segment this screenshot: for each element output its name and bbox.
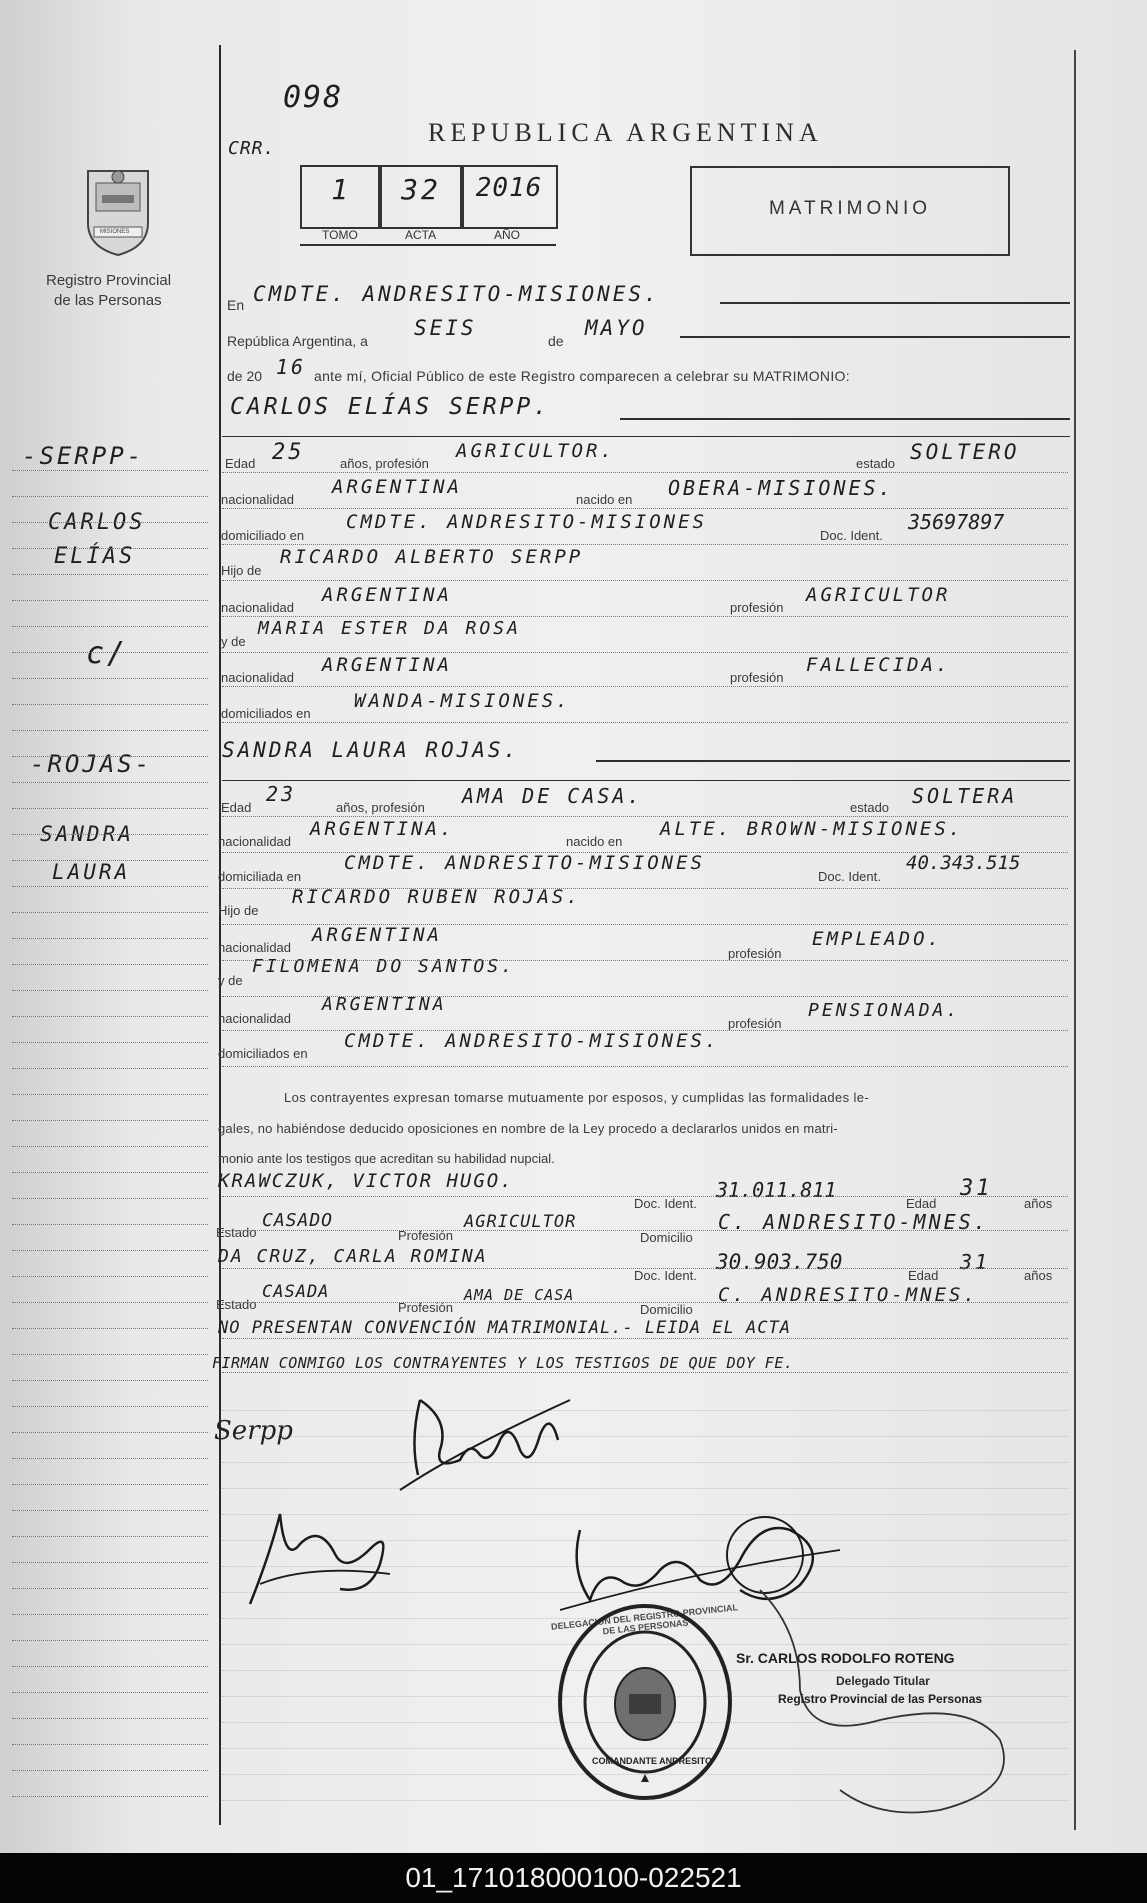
margin-rule-line xyxy=(12,1172,208,1173)
margin-rule-line xyxy=(12,678,208,679)
body-rule-line xyxy=(222,544,1068,545)
margin-rule-line xyxy=(12,1198,208,1199)
margin-rule-line xyxy=(12,1094,208,1095)
groom-nacido-label: nacido en xyxy=(576,492,633,507)
margin-rule-line xyxy=(12,1744,208,1745)
witness1-estado: CASADO xyxy=(262,1210,334,1231)
body-rule-line xyxy=(222,1302,1068,1303)
body-rule-line xyxy=(222,1488,1068,1489)
groom-profesion: AGRICULTOR. xyxy=(456,440,615,462)
groom-nac-label: nacionalidad xyxy=(221,492,295,507)
groom-domicilio: CMDTE. ANDRESITO-MISIONES xyxy=(346,511,707,533)
margin-rule-line xyxy=(12,1380,208,1381)
rule xyxy=(720,302,1070,304)
margin-rule-line xyxy=(12,1536,208,1537)
margin-rule-line xyxy=(12,1614,208,1615)
seal-caption: MISIONES xyxy=(100,229,130,235)
margin-rule-line xyxy=(12,1718,208,1719)
groom-padres-dom: WANDA-MISIONES. xyxy=(354,690,571,712)
de-label: de xyxy=(548,333,564,349)
year-suffix: 16 xyxy=(276,355,307,379)
bride-estado: SOLTERA xyxy=(912,784,1018,808)
groom-prof-label: años, profesión xyxy=(340,456,429,471)
groom-edad: 25 xyxy=(272,440,305,465)
groom-signature: Serpp xyxy=(214,1416,293,1446)
witness2-name: DA CRUZ, CARLA ROMINA xyxy=(218,1246,488,1267)
groom-name: CARLOS ELÍAS SERPP. xyxy=(230,394,551,420)
en-label: En xyxy=(227,297,245,313)
groom-madre-prof: FALLECIDA. xyxy=(806,654,951,676)
body-rule-line xyxy=(222,888,1068,889)
margin-rule-line xyxy=(12,990,208,991)
crr-mark: CRR. xyxy=(228,138,276,159)
tomo-box xyxy=(300,165,382,229)
bride-nacido: ALTE. BROWN-MISIONES. xyxy=(660,818,964,840)
margin-rule-line xyxy=(12,834,208,835)
body-rule-line xyxy=(222,1436,1068,1437)
groom-padres-dom-label: domiciliados en xyxy=(221,706,311,721)
bride-dom-label: domiciliada en xyxy=(218,869,302,884)
margin-rule-line xyxy=(12,1640,208,1641)
groom-nacido: OBERA-MISIONES. xyxy=(668,476,894,500)
witness1-profesion: AGRICULTOR xyxy=(464,1212,577,1232)
scan-filename-bar xyxy=(0,1853,1147,1903)
margin-rule-line xyxy=(12,600,208,601)
rule xyxy=(620,418,1070,420)
witness2-doc: 30.903.750 xyxy=(716,1250,843,1274)
bride-madre: FILOMENA DO SANTOS. xyxy=(252,956,515,977)
margin-rule-line xyxy=(12,1406,208,1407)
margin-rule-line xyxy=(12,1224,208,1225)
body-rule-line xyxy=(222,686,1068,687)
body-rule-line xyxy=(222,722,1068,723)
bride-prof-label: años, profesión xyxy=(336,800,425,815)
body-rule-line xyxy=(222,1338,1068,1339)
witness1-dom-label: Domicilio xyxy=(640,1230,693,1245)
groom-estado-label: estado xyxy=(856,456,896,471)
anio-box xyxy=(460,165,558,229)
body-rule-line xyxy=(222,616,1068,617)
margin-rule-line xyxy=(12,1484,208,1485)
body-rule-line xyxy=(222,1196,1068,1197)
groom-nacionalidad: ARGENTINA xyxy=(332,476,462,498)
margin-rule-line xyxy=(12,886,208,887)
body-rule-line xyxy=(222,996,1068,997)
witness2-prof-label: Profesión xyxy=(398,1300,453,1315)
rule xyxy=(222,436,1070,437)
groom-padre: RICARDO ALBERTO SERPP xyxy=(280,546,584,568)
margin-rule-line xyxy=(12,652,208,653)
notes-line2: FIRMAN CONMIGO LOS CONTRAYENTES Y LOS TESTIGOS DE QUE DOY FE. xyxy=(212,1354,794,1372)
margin-rule-line xyxy=(12,808,208,809)
anio-label: AÑO xyxy=(494,228,521,242)
declaration-line1: Los contrayentes expresan tomarse mutuamente por esposos, y cumplidas las formalidades le- xyxy=(284,1090,870,1105)
margin-bride-surname: -ROJAS- xyxy=(30,750,153,778)
margin-rule-line xyxy=(12,1250,208,1251)
margin-divider xyxy=(219,45,221,1825)
groom-yde-label: y de xyxy=(221,634,246,649)
groom-madre-prof-label: profesión xyxy=(730,670,784,685)
witness2-edad: 31 xyxy=(960,1250,991,1274)
witness2-doc-label: Doc. Ident. xyxy=(634,1268,697,1283)
bride-hijo-label: Hijo de xyxy=(218,903,259,918)
bride-padre-prof-label: profesión xyxy=(728,946,782,961)
margin-rule-line xyxy=(12,1692,208,1693)
folio-number: 098 xyxy=(283,80,344,115)
statement-text: ante mí, Oficial Público de este Registro comparecen a celebrar su MATRIMONIO: xyxy=(314,368,850,384)
margin-bride-name1: SANDRA xyxy=(40,822,134,846)
declaration-line2: gales, no habiéndose deducido oposiciones en nombre de la Ley procedo a declararlos unidos en matri- xyxy=(218,1121,838,1136)
acta-label: ACTA xyxy=(405,228,437,242)
officer-office: Registro Provincial de las Personas xyxy=(778,1692,983,1706)
body-rule-line xyxy=(222,1066,1068,1067)
margin-rule-line xyxy=(12,1042,208,1043)
groom-doc: 35697897 xyxy=(908,510,1005,534)
groom-edad-label: Edad xyxy=(225,456,256,471)
bride-padre-prof: EMPLEADO. xyxy=(812,928,942,950)
body-rule-line xyxy=(222,1230,1068,1231)
bride-estado-label: estado xyxy=(850,800,890,815)
margin-rule-line xyxy=(12,1432,208,1433)
margin-groom-name1: CARLOS xyxy=(48,510,146,535)
tomo-label: TOMO xyxy=(322,228,358,242)
groom-doc-label: Doc. Ident. xyxy=(820,528,883,543)
margin-rule-line xyxy=(12,1302,208,1303)
groom-madre-nac: ARGENTINA xyxy=(322,654,452,676)
body-rule-line xyxy=(222,580,1068,581)
margin-rule-line xyxy=(12,470,208,471)
margin-rule-line xyxy=(12,548,208,549)
stamp-inner-text: COMANDANTE ANDRESITO xyxy=(592,1756,713,1766)
witness1-edad-label: Edad xyxy=(906,1196,937,1211)
witness1-estado-label: Estado xyxy=(216,1225,257,1240)
margin-rule-line xyxy=(12,1458,208,1459)
margin-rule-line xyxy=(12,496,208,497)
groom-madre-nac-label: nacionalidad xyxy=(221,670,295,685)
groom-estado: SOLTERO xyxy=(910,440,1020,464)
bride-nacido-label: nacido en xyxy=(566,834,623,849)
type-box xyxy=(690,166,1010,256)
margin-bride-name2: LAURA xyxy=(52,860,131,884)
body-rule-line xyxy=(222,852,1068,853)
bride-doc: 40.343.515 xyxy=(906,852,1021,874)
margin-rule-line xyxy=(12,1588,208,1589)
officer-title: Delegado Titular xyxy=(836,1674,930,1688)
margin-rule-line xyxy=(12,756,208,757)
body-rule-line xyxy=(222,1462,1068,1463)
registry-name-2: de las Personas xyxy=(54,292,162,309)
bride-padre: RICARDO RUBEN ROJAS. xyxy=(292,886,581,908)
type-label: MATRIMONIO xyxy=(768,198,932,219)
bride-padres-dom: CMDTE. ANDRESITO-MISIONES. xyxy=(344,1030,720,1052)
bride-edad-label: Edad xyxy=(221,800,252,815)
margin-rule-line xyxy=(12,730,208,731)
republic-label: República Argentina, a xyxy=(227,333,368,349)
bride-edad: 23 xyxy=(266,782,297,806)
bride-doc-label: Doc. Ident. xyxy=(818,869,881,884)
bride-yde-label: y de xyxy=(218,973,243,988)
groom-dom-label: domiciliado en xyxy=(221,528,305,543)
witness1-prof-label: Profesión xyxy=(398,1228,453,1243)
body-rule-line xyxy=(222,652,1068,653)
month-value: MAYO xyxy=(585,316,648,340)
margin-rule-line xyxy=(12,626,208,627)
bride-profesion: AMA DE CASA. xyxy=(462,784,643,808)
body-rule-line xyxy=(222,472,1068,473)
witness1-doc-label: Doc. Ident. xyxy=(634,1196,697,1211)
margin-rule-line xyxy=(12,1354,208,1355)
witness2-domicilio: C. ANDRESITO-MNES. xyxy=(718,1284,978,1306)
bride-nacionalidad: ARGENTINA. xyxy=(310,818,455,840)
body-rule-line xyxy=(222,960,1068,961)
witness1-name: KRAWCZUK, VICTOR HUGO. xyxy=(218,1170,514,1192)
right-border xyxy=(1074,50,1076,1830)
box-baseline xyxy=(300,244,556,246)
margin-groom-surname: -SERPP- xyxy=(22,442,145,470)
notes-line1: NO PRESENTAN CONVENCIÓN MATRIMONIAL.- LEIDA EL ACTA xyxy=(218,1318,791,1338)
margin-rule-line xyxy=(12,782,208,783)
margin-rule-line xyxy=(12,938,208,939)
margin-rule-line xyxy=(12,1276,208,1277)
margin-rule-line xyxy=(12,860,208,861)
margin-rule-line xyxy=(12,1068,208,1069)
margin-rule-line xyxy=(12,964,208,965)
margin-rule-line xyxy=(12,1146,208,1147)
officer-name: Sr. CARLOS RODOLFO ROTENG xyxy=(736,1650,955,1666)
witness2-dom-label: Domicilio xyxy=(640,1302,693,1317)
body-rule-line xyxy=(222,1268,1068,1269)
margin-rule-line xyxy=(12,1770,208,1771)
registry-name-1: Registro Provincial xyxy=(46,272,172,289)
margin-rule-line xyxy=(12,1666,208,1667)
margin-rule-line xyxy=(12,1796,208,1797)
margin-rule-line xyxy=(12,1562,208,1563)
rule xyxy=(596,760,1070,762)
place-value: CMDTE. ANDRESITO-MISIONES. xyxy=(253,282,660,306)
acta-box xyxy=(378,165,464,229)
margin-rule-line xyxy=(12,574,208,575)
margin-rule-line xyxy=(12,1016,208,1017)
witness1-signature xyxy=(240,1494,410,1614)
margin-groom-name2: ELÍAS xyxy=(54,544,136,569)
margin-rule-line xyxy=(12,912,208,913)
bride-padre-nac-label: nacionalidad xyxy=(218,940,292,955)
day-value: SEIS xyxy=(414,316,477,340)
body-rule-line xyxy=(222,508,1068,509)
declaration-line3: monio ante los testigos que acreditan su habilidad nupcial. xyxy=(218,1151,555,1166)
rule xyxy=(680,336,1070,338)
groom-madre: MARIA ESTER DA ROSA xyxy=(258,618,521,639)
scan-filename: 01_171018000100-022521 xyxy=(405,1862,742,1893)
witness1-doc: 31.011.811 xyxy=(716,1178,837,1202)
margin-rule-line xyxy=(12,1328,208,1329)
acta-value: 32 xyxy=(401,173,441,206)
body-rule-line xyxy=(222,816,1068,817)
witness2-profesion: AMA DE CASA xyxy=(464,1286,575,1304)
bride-madre-prof-label: profesión xyxy=(728,1016,782,1031)
bride-madre-prof: PENSIONADA. xyxy=(808,1000,961,1021)
rule xyxy=(222,780,1070,781)
country-title: REPUBLICA ARGENTINA xyxy=(428,118,823,147)
witness1-edad: 31 xyxy=(960,1176,993,1201)
bride-madre-nac: ARGENTINA xyxy=(322,994,447,1015)
registry-seal-icon xyxy=(78,165,158,257)
margin-rule-line xyxy=(12,704,208,705)
body-rule-line xyxy=(222,1410,1068,1411)
stamp-outer-text: DELEGACION DEL REGISTRO PROVINCIAL DE LAS PERSONAS xyxy=(550,1602,739,1637)
witness2-edad-label: Edad xyxy=(908,1268,939,1283)
body-rule-line xyxy=(222,1030,1068,1031)
tomo-value: 1 xyxy=(331,173,351,206)
bride-name: SANDRA LAURA ROJAS. xyxy=(222,738,520,762)
witness2-estado: CASADA xyxy=(262,1282,330,1302)
margin-rule-line xyxy=(12,522,208,523)
groom-padre-nac-label: nacionalidad xyxy=(221,600,295,615)
bride-domicilio: CMDTE. ANDRESITO-MISIONES xyxy=(344,852,705,874)
margin-rule-line xyxy=(12,1510,208,1511)
witness2-anos-label: años xyxy=(1024,1268,1053,1283)
anio-value: 2016 xyxy=(475,173,543,203)
bride-padres-dom-label: domiciliados en xyxy=(218,1046,308,1061)
margin-rule-line xyxy=(12,1120,208,1121)
groom-padre-prof-label: profesión xyxy=(730,600,784,615)
bride-madre-nac-label: nacionalidad xyxy=(218,1011,292,1026)
witness1-anos-label: años xyxy=(1024,1196,1053,1211)
margin-connector: c/ xyxy=(86,636,129,671)
year-prefix: de 20 xyxy=(227,368,263,384)
bride-nac-label: nacionalidad xyxy=(218,834,292,849)
bride-padre-nac: ARGENTINA xyxy=(312,924,442,946)
groom-padre-prof: AGRICULTOR xyxy=(806,584,951,606)
body-rule-line xyxy=(222,1372,1068,1373)
bride-signature xyxy=(380,1380,580,1490)
witness2-estado-label: Estado xyxy=(216,1297,257,1312)
witness1-domicilio: C. ANDRESITO-MNES. xyxy=(718,1210,989,1234)
body-rule-line xyxy=(222,924,1068,925)
groom-hijo-label: Hijo de xyxy=(221,563,262,578)
groom-padre-nac: ARGENTINA xyxy=(322,584,452,606)
